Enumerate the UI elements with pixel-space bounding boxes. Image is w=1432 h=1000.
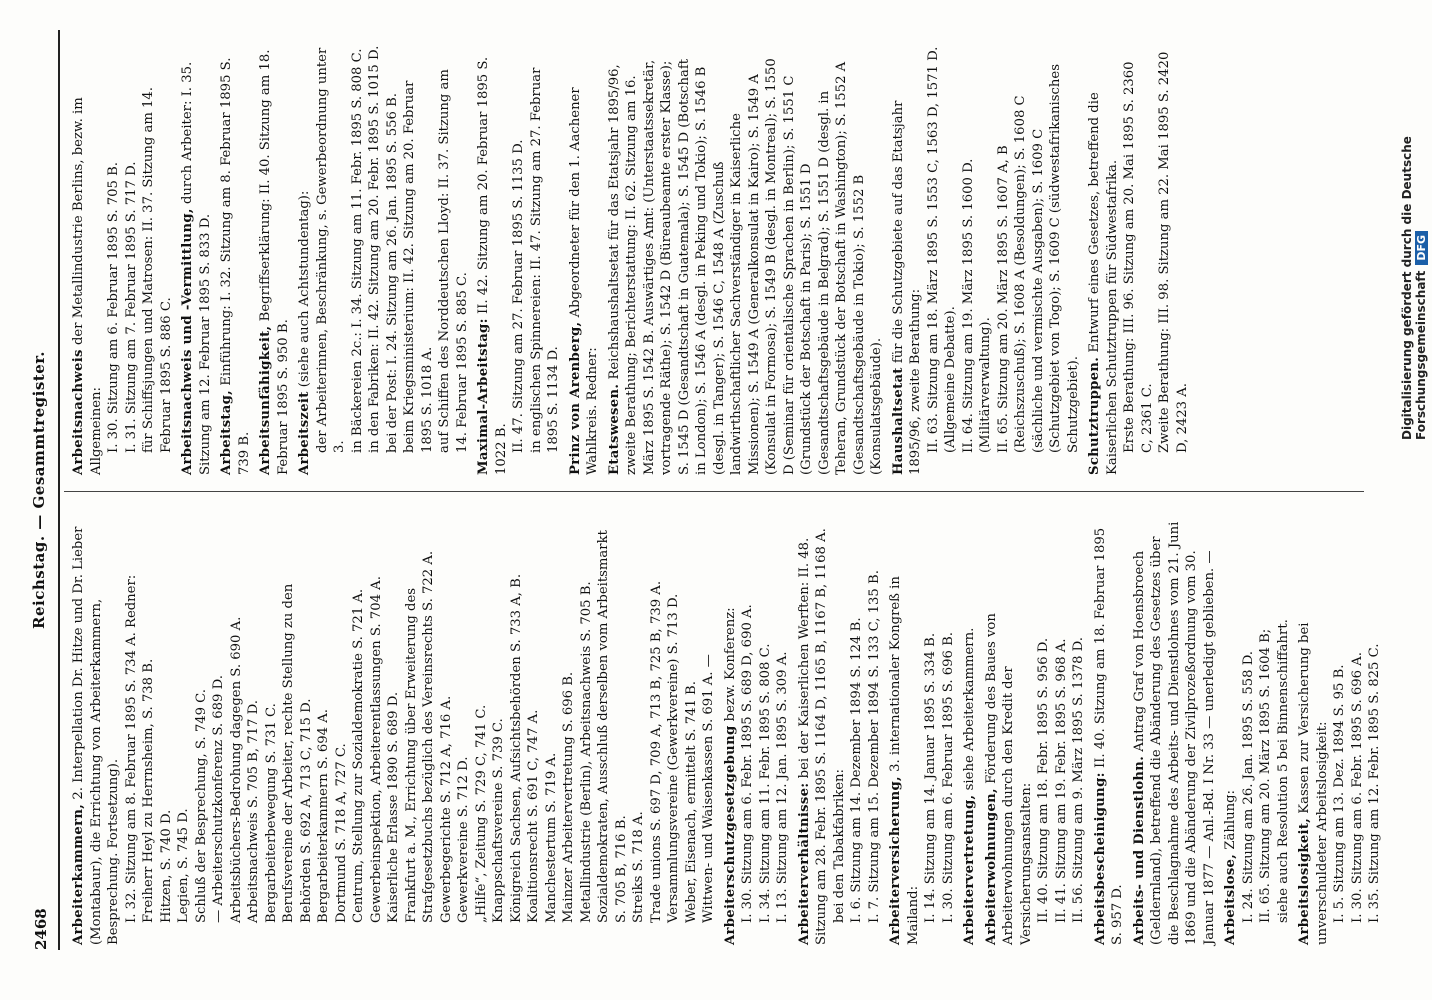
entry-line: Arbeitsbüchers-Bedrohung dagegen S. 690 A. bbox=[228, 616, 244, 923]
entry-line: Gewerbeinspektion, Arbeiterentlassungen S. 704 A. bbox=[368, 576, 384, 923]
entry-line: Arbeitsnachweis S. 705 B, 717 D. bbox=[246, 700, 261, 923]
entry-keyword: Arbeitstag, bbox=[219, 389, 234, 475]
entry-line: Bergarbeiterbewegung S. 731 C. bbox=[263, 703, 279, 923]
entry-line: Kaiserliche Erlasse 1890 S. 689 D. bbox=[386, 691, 401, 923]
entry-keyword: Arbeiterschutzgesetzgebung bbox=[722, 725, 738, 945]
entry-keyword: Arbeiterwohnungen, bbox=[983, 788, 999, 945]
entry-line: I. 32. Sitzung am 8. Februar 1895 S. 734 A. Redner: bbox=[123, 574, 139, 923]
entry-line: I. 30. Sitzung am 6. Februar 1895 S. 696 B. bbox=[940, 632, 956, 923]
index-entry bbox=[218, 45, 253, 475]
entry-keyword: Haushaltsetat bbox=[890, 367, 906, 475]
entry-line: 3. internationaler Kongreß in Mailand: bbox=[888, 576, 921, 945]
entry-line: Reichshaushaltsetat für das Etatsjahr 1895/96, zweite Berathung; Berichterstattung: II. 62. Sitzung am 16. März 1895 S. 1542 B. Auswärtiges Amt: (Unterstaatssekretär, vortragende Räthe); S. 1542 D (Büreaubeamte erster Klasse); S. 1545 D (Gesandtschaft in Guatemala); S. 1545 D (Botschaft in London); S. 1546 A (desgl. in Peking und Tokio); S. 1546 B (desgl. in Tanger); S. 1546 C, 1548 A (Zuschuß landwirthschaftlicher Sachverständiger in Kaiserliche Missionen); S. 1549 A (Generalkonsulat in Kairo); S. 1549 A (Konsulat in Formosa); S. 1549 B (desgl. in Montreal); S. 1550 D (Seminar für orientalische Sprachen in Berlin); S. 1551 C (Grundstück der Botschaft in Paris); S. 1551 D (Gesandtschaftsgebäude in Belgrad); S. 1551 D (desgl. in Teheran, Grundstück der Botschaft in Washington); S. 1552 A (Gesandtschaftsgebäude in Tokio); S. 1552 B (Konsulatsgebäude). bbox=[606, 58, 884, 475]
entry-line: der Arbeiterinnen, Beschränkung, s. Gewerbeordnung unter 3. bbox=[314, 47, 347, 453]
entry-line: auf Schiffen des Norddeutschen Lloyd: II. 37. Sitzung am 14. Februar 1895 S. 885 C. bbox=[437, 69, 470, 453]
entry-line: (siehe auch Achtstundentag): bbox=[297, 190, 312, 388]
entry-line: II. 42. Sitzung am 20. Februar 1895 S. 1022 B. bbox=[476, 56, 509, 475]
index-entry bbox=[722, 515, 792, 945]
entry-line: Hitzen, S. 740 D. bbox=[158, 809, 174, 923]
page-header bbox=[28, 30, 58, 950]
entry-line: Freiherr Heyl zu Herrnsheim, S. 738 B. bbox=[141, 658, 156, 923]
entry-line: II. 56. Sitzung am 9. März 1895 S. 1378 D. bbox=[1071, 637, 1086, 923]
index-entry bbox=[1131, 515, 1219, 945]
entry-keyword: Prinz von Arenberg, bbox=[567, 321, 583, 475]
entry-line: II. 47. Sitzung am 27. Februar 1895 S. 1135 D. bbox=[511, 139, 526, 453]
entry-line: für die Schutzgebiete auf das Etatsjahr 1895/96, zweite Berathung: bbox=[890, 100, 923, 475]
entry-line: beim Kriegsministerium: II. 42. Sitzung am 20. Februar 1895 S. 1018 A. bbox=[402, 80, 435, 453]
credit-text: Digitalisierung gefördert durch die Deutsche Forschungsgemeinschaft bbox=[1400, 136, 1428, 440]
entry-line: Zählung: bbox=[1223, 790, 1238, 850]
entry-keyword: Arbeitslosigkeit, bbox=[1297, 817, 1312, 945]
entry-line: siehe Arbeiterkammern. bbox=[962, 627, 977, 791]
entry-keyword: Arbeitsbescheinigung: bbox=[1092, 772, 1108, 945]
entry-line: Begriffserklärung: II. 40. Sitzung am 18. Februar 1895 S. 950 B. bbox=[258, 49, 291, 475]
entry-line: I. 13. Sitzung am 12. Jan. 1895 S. 309 A. bbox=[775, 651, 790, 923]
entry-line: Wittwen- und Waisenkassen S. 691 A. — bbox=[701, 654, 716, 923]
entry-line: Versammlungsvereine (Gewerkvereine) S. 713 D. bbox=[666, 593, 681, 923]
entry-line: Weber, Eisenach, ermittelt S. 741 B. bbox=[683, 681, 699, 923]
index-entry bbox=[475, 45, 563, 475]
entry-keyword: Arbeitsunfähigkeit, bbox=[258, 325, 273, 475]
right-column bbox=[70, 45, 1195, 475]
entry-line: Gewerkvereine S. 712 D. bbox=[456, 756, 471, 923]
entry-line: Trade unions S. 697 D, 709 A, 713 B, 725 B, 739 A. bbox=[648, 580, 664, 923]
entry-line: bei der Kaiserlichen Werften: II. 48. Sitzung am 28. Febr. 1895 S. 1164 D, 1165 B, 1167 B, 1168 A. bbox=[796, 528, 829, 945]
entry-line: Frankfurt a. M., Errichtung über Erweiterung des Strafgesetzbuchs bezüglich des Vereinsrechts S. 722 A. bbox=[403, 550, 436, 923]
entry-keyword: Arbeitsnachweis bbox=[71, 349, 86, 475]
entry-line: I. 5. Sitzung am 13. Dez. 1894 S. 95 B. bbox=[1332, 664, 1347, 923]
entry-keyword: Schutztruppen. bbox=[1087, 356, 1102, 475]
entry-line: Kassen zur Versicherung bei unverschuldeter Arbeitslosigkeit: bbox=[1297, 622, 1330, 945]
entry-line: Schluß der Besprechung, S. 749 C. bbox=[193, 689, 209, 923]
entry-line: I. 31. Sitzung am 7. Februar 1895 S. 717 D. bbox=[123, 161, 139, 453]
entry-line: Dortmund S. 718 A, 727 C. bbox=[333, 743, 349, 923]
left-column bbox=[70, 515, 1388, 945]
entry-line: I. 34. Sitzung am 11. Febr. 1895 S. 808 C. bbox=[757, 643, 773, 923]
digitization-credit bbox=[1400, 20, 1428, 440]
entry-keyword: Arbeitslose, bbox=[1223, 853, 1238, 945]
entry-line: Königreich Sachsen, Aufsichtsbehörden S. 733 A, B. bbox=[508, 573, 524, 923]
entry-line: II. 63. Sitzung am 18. März 1895 S. 1553 C, 1563 D, 1571 D. (Allgemeine Debatte). bbox=[925, 46, 958, 453]
entry-line: Legien, S. 745 D. bbox=[176, 808, 191, 923]
entry-line: in englischen Spinnereien: II. 47. Sitzung am 27. Februar 1895 S. 1134 D. bbox=[528, 67, 561, 453]
index-entry bbox=[887, 515, 957, 945]
entry-keyword: Arbeits- und Dienstlohn. bbox=[1131, 755, 1147, 945]
entry-line: Entwurf eines Gesetzes, betreffend die Kaiserlichen Schutztruppen für Südwestafrika. bbox=[1087, 92, 1120, 475]
index-entry bbox=[567, 45, 602, 475]
entry-line: II. 41. Sitzung am 19. Febr. 1895 S. 968 A. bbox=[1053, 638, 1069, 923]
entry-line: Abgeordneter für den 1. Aachener Wahlkreis. Redner: bbox=[567, 87, 600, 475]
entry-line: Knappschaftsvereine S. 739 C. bbox=[491, 718, 506, 923]
entry-keyword: Arbeiterkammern, bbox=[71, 803, 86, 945]
index-entry bbox=[1222, 515, 1292, 945]
index-entry bbox=[606, 45, 886, 475]
entry-line: bei der Post: I. 24. Sitzung am 26. Jan. 1895 S. 556 B. bbox=[384, 93, 400, 453]
index-entry bbox=[70, 515, 718, 945]
entry-line: der Metallindustrie Berlins, bezw. im Allgemeinen: bbox=[71, 97, 104, 475]
entry-line: I. 35. Sitzung am 12. Febr. 1895 S. 825 C. bbox=[1367, 643, 1382, 923]
entry-keyword: Arbeitsnachweis und -Vermittlung, bbox=[180, 208, 195, 475]
entry-line: Mainzer Arbeitervertretung S. 696 B. bbox=[561, 671, 576, 923]
entry-line: „Hilfe“, Zeitung S. 729 C, 741 C. bbox=[473, 704, 489, 923]
entry-line: in den Fabriken: II. 42. Sitzung am 20. Febr. 1895 S. 1015 D. bbox=[367, 45, 382, 453]
entry-line: Antrag Graf von Hoensbroech (Geldernland), betreffend die Abänderung des Gesetzes über die Beschlagnahme des Arbeits- und Dienstlohnes vom 21. Juni 1869 und die Abänderung der Zivilprozeßordnung vom 30. Januar 1877 — Anl.-Bd. I Nr. 33 — unerledigt geblieben. — bbox=[1131, 521, 1217, 945]
index-entry bbox=[961, 515, 979, 945]
entry-line: Zweite Berathung: III. 98. Sitzung am 22. Mai 1895 S. 2420 D, 2423 A. bbox=[1157, 51, 1190, 453]
index-entry bbox=[983, 515, 1088, 945]
entry-line: II. 64. Sitzung am 19. März 1895 S. 1600 D. (Militärverwaltung). bbox=[960, 158, 993, 453]
index-entry bbox=[179, 45, 214, 475]
page-number: 2468 bbox=[32, 908, 50, 950]
entry-line: Förderung des Baues von Arbeiterwohnungen durch den Kredit der Versicherungsanstalten: bbox=[983, 613, 1034, 945]
entry-line: II. 65. Sitzung am 20. März 1895 S. 1607 A, B (Reichszuschuß); S. 1608 A (Besoldungen); S. 1608 C (sächliche und vermischte Ausgaben); S. 1609 C (Schutzgebiet von Togo); S. 1609 C (südwestafrikanisches Schutzgebiet). bbox=[995, 64, 1081, 453]
entry-line: in Bäckereien 2c.: I. 34. Sitzung am 11. Febr. 1895 S. 808 C. bbox=[349, 48, 365, 453]
entry-line: bei den Tabakfabriken: bbox=[831, 769, 847, 923]
entry-line: 2. Interpellation Dr. Hitze und Dr. Lieber (Montabaur), die Errichtung von Arbeiterkammern, Besprechung. Fortsetzung). bbox=[71, 526, 121, 945]
entry-line: Manchestertum S. 719 A. bbox=[543, 752, 559, 923]
column-divider bbox=[64, 491, 1364, 492]
entry-line: Centrum, Stellung zur Sozialdemokratie S. 721 A. bbox=[351, 588, 366, 923]
entry-keyword: Maximal-Arbeitstag: bbox=[476, 318, 491, 475]
entry-line: I. 14. Sitzung am 14. Januar 1895 S. 334 B. bbox=[923, 632, 938, 923]
entry-line: — Arbeiterschutzkonferenz S. 689 D. bbox=[211, 675, 226, 923]
entry-line: I. 6. Sitzung am 14. Dezember 1894 S. 124 B. bbox=[849, 617, 864, 923]
index-entry bbox=[70, 45, 175, 475]
entry-line: I. 30. Sitzung am 6. Febr. 1895 S. 696 A. bbox=[1349, 652, 1365, 923]
entry-line: Bergarbeiterkammern S. 694 A. bbox=[316, 709, 331, 923]
entry-line: Streiks S. 718 A. bbox=[631, 811, 646, 923]
entry-line: Sozialdemokraten, Ausschluß derselben vom Arbeitsmarkt S. 705 B, 716 B. bbox=[596, 530, 629, 923]
entry-line: Erste Berathung: III. 96. Sitzung am 20. Mai 1895 S. 2360 C, 2361 C. bbox=[1122, 61, 1155, 453]
header-rule bbox=[58, 30, 60, 950]
entry-line: durch Arbeiter: I. 35. Sitzung am 12. Februar 1895 S. 833 D. bbox=[180, 61, 213, 475]
index-entry bbox=[296, 45, 471, 475]
entry-keyword: Arbeiterverhältnisse: bbox=[796, 782, 812, 945]
entry-line: Gewerbegerichte S. 712 A, 716 A. bbox=[438, 695, 454, 923]
index-entry bbox=[796, 515, 884, 945]
index-entry bbox=[1086, 45, 1191, 475]
entry-line: Einführung: I. 32. Sitzung am 8. Februar 1895 S. 739 B. bbox=[219, 57, 252, 475]
entry-line: I. 7. Sitzung am 15. Dezember 1894 S. 133 C, 135 B. bbox=[866, 570, 882, 923]
index-entry bbox=[257, 45, 292, 475]
index-entry bbox=[1296, 515, 1384, 945]
entry-line: Berufsvereine der Arbeiter, rechte Stellung zu den Behörden S. 692 A, 713 C, 715 D. bbox=[281, 583, 314, 923]
entry-line: siehe auch Resolution 5 bei Binnenschiffahrt. bbox=[1275, 619, 1291, 923]
entry-line: I. 30. Sitzung am 6. Februar 1895 S. 705 B. bbox=[106, 162, 121, 453]
dfg-logo: DFG bbox=[1415, 231, 1428, 265]
entry-line: II. 40. Sitzung am 18. Februar 1895 S. 957 D. bbox=[1092, 527, 1125, 945]
entry-keyword: Etatswesen. bbox=[606, 383, 622, 475]
entry-line: für Schiffsjungen und Matrosen: II. 37. Sitzung am 14. Februar 1895 S. 886 C. bbox=[141, 87, 174, 453]
entry-keyword: Arbeiterversicherung, bbox=[888, 776, 903, 945]
entry-line: Metallindustrie (Berlin), Arbeitsnachweis S. 705 B. bbox=[578, 581, 594, 923]
entry-line: I. 24. Sitzung am 26. Jan. 1895 S. 558 D. bbox=[1240, 651, 1256, 923]
index-entry bbox=[890, 45, 1083, 475]
index-entry bbox=[1092, 515, 1127, 945]
entry-keyword: Arbeitervertretung, bbox=[962, 794, 977, 945]
entry-line: I. 30. Sitzung am 6. Febr. 1895 S. 689 D, 690 A. bbox=[740, 604, 755, 923]
running-head: Reichstag. — Gesammtregister. bbox=[30, 351, 48, 629]
entry-line: bezw. Konferenz: bbox=[722, 607, 738, 722]
entry-line: II. 40. Sitzung am 18. Febr. 1895 S. 956 D. bbox=[1036, 637, 1051, 923]
entry-keyword: Arbeitszeit bbox=[297, 391, 312, 475]
entry-line: II. 65. Sitzung am 20. März 1895 S. 1604 B; bbox=[1258, 628, 1273, 923]
entry-line: Koalitionsrecht S. 691 C, 747 A. bbox=[526, 709, 541, 923]
